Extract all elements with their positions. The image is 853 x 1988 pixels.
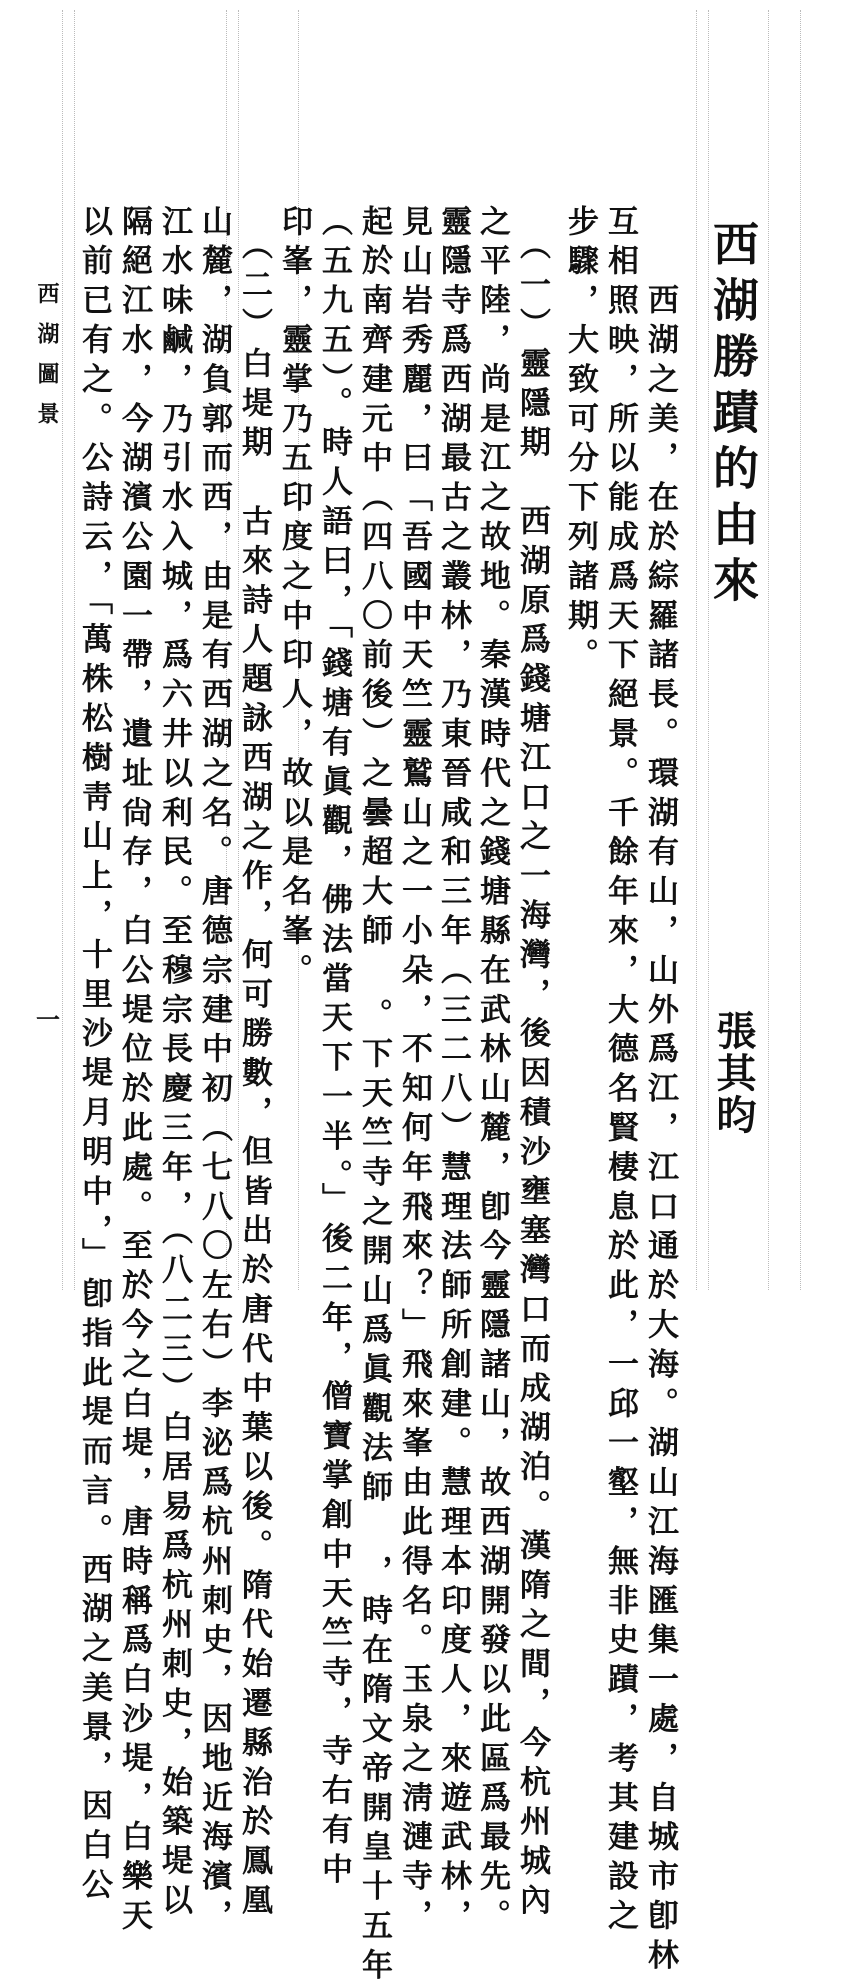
- text-column-14: 隔絕江水，今湖濱公園一帶，遺址尙存，白公堤位於此處。至於今之白堤，唐時稱爲白沙堤，白樂天: [116, 205, 152, 1939]
- article-title: 西湖勝蹟的由來: [706, 220, 760, 612]
- guide-line: [800, 10, 801, 1290]
- text-column-12: 山麓，湖負郭而西，由是有西湖之名。唐德宗建中初（七八〇左右）李泌爲杭州刺史，因地近海濱，: [196, 205, 232, 1939]
- text-column-9: （五九五）。時人語曰，「錢塘有眞觀，佛法當天下一半。」後二年，僧寶掌創中天竺寺，寺右有中: [316, 205, 352, 1893]
- guide-line: [62, 10, 63, 1290]
- text-column-10: 印峯，靈掌乃五印度之中印人，故以是名峯。: [276, 205, 312, 993]
- guide-line: [768, 10, 769, 1290]
- text-column-5: 之平陸，尚是江之故地。秦漢時代之錢塘縣在武林山麓，卽今靈隱諸山，故西湖開發以此區爲最先。: [474, 205, 510, 1939]
- text-column-4: （一）靈隱期 西湖原爲錢塘江口之一海灣，後因積沙壅塞灣口而成湖泊。漢隋之間，今杭州城內: [514, 205, 550, 1924]
- text-column-7: 見山岩秀麗，曰「吾國中天竺靈鷲山之一小朵，不知何年飛來？」飛來峯由此得名。玉泉之淸漣寺，: [396, 205, 432, 1939]
- text-column-1: 西湖之美，在於綜羅諸長。環湖有山，山外爲江，江口通於大海。湖山江海匯集一處，自城市卽林: [642, 205, 678, 1978]
- text-column-2: 互相照映，所以能成爲天下絕景。千餘年來，大德名賢棲息於此，一邱一壑，無非史蹟，考其建設之: [602, 205, 638, 1939]
- text-column-11: （二）白堤期 古來詩人題詠西湖之作，何可勝數，但皆出於唐代中葉以後。隋代始遷縣治於鳳凰: [236, 205, 272, 1924]
- running-head: 西湖圖景: [34, 282, 60, 442]
- page-number: 一: [36, 1005, 60, 1034]
- author-name: 張其昀: [710, 1010, 757, 1136]
- text-column-3: 步驟，大致可分下列諸期。: [562, 205, 598, 678]
- text-column-8: 起於南齊建元中（四八〇前後）之曇超大師 。下天竺寺之開山爲眞觀法師 ，時在隋文帝開皇十五年: [356, 205, 392, 1988]
- text-column-13: 江水味鹹，乃引水入城，爲六井以利民。至穆宗長慶三年，（八二三）白居易爲杭州刺史，始築堤以: [156, 205, 192, 1924]
- text-column-15: 以前已有之。公詩云，「萬株松樹靑山上，十里沙堤月明中，」卽指此堤而言。西湖之美景，因白公: [76, 205, 112, 1908]
- text-column-6: 靈隱寺爲西湖最古之叢林，乃東晉咸和三年（三二八）慧理法師所創建。慧理本印度人，來遊武林，: [435, 205, 471, 1939]
- guide-line: [696, 10, 697, 1290]
